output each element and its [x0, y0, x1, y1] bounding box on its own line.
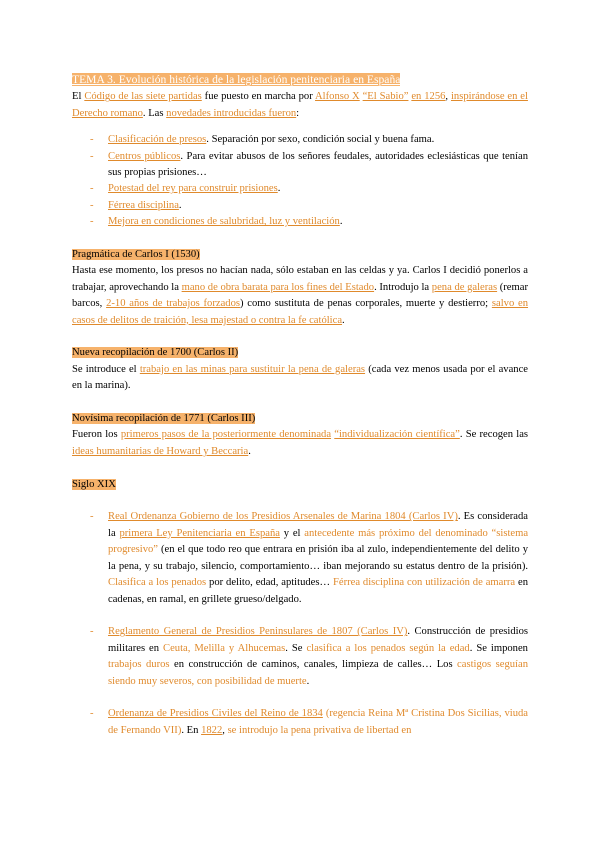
- nueva-heading-line: [72, 345, 528, 361]
- pragmatica-heading: Pragmática de Carlos I (1530): [72, 249, 200, 261]
- document-body: [72, 72, 528, 739]
- siglo-list-2: [72, 624, 528, 690]
- list-item: - Centros públicos. Para evitar abusos de los señores feudales, autoridades eclesiásticas que tenían sus propias prisiones…: [90, 150, 528, 179]
- siglo-list: [72, 509, 528, 607]
- year-link[interactable]: en 1256: [411, 91, 446, 103]
- list-item: - Férrea disciplina.: [90, 199, 182, 211]
- nueva-heading: Nueva recopilación de 1700 (Carlos II): [72, 347, 239, 359]
- siglo-heading: Siglo XIX: [72, 478, 116, 490]
- list-item: - Ordenanza de Presidios Civiles del Reino de 1834 (regencia Reina Mª Cristina Dos Sicilias, viuda de Fernando VII). En 1822, se introdujo la pena privativa de libertad en: [90, 708, 528, 736]
- novedades-list: [72, 132, 528, 230]
- page-title: TEMA 3. Evolución histórica de la legislación penitenciaria en España: [72, 73, 401, 86]
- sabio-link[interactable]: “El Sabio”: [362, 91, 409, 103]
- list-item: - Clasificación de presos. Separación por sexo, condición social y buena fama.: [90, 134, 435, 146]
- list-item: - Potestad del rey para construir prisiones.: [90, 183, 281, 195]
- codigo-link[interactable]: Código de las siete partidas: [84, 91, 202, 103]
- list-item: - Reglamento General de Presidios Peninsulares de 1807 (Carlos IV). Construcción de presidios militares en Ceuta, Melilla y Alhucemas. Se clasifica a los penados según la edad. Se imponen trabajos duros en construcción de caminos, canales, limpieza de calles… Los castigos seguían siendo muy severos, con posibilidad de muerte.: [90, 626, 529, 687]
- list-item: - Real Ordenanza Gobierno de los Presidios Arsenales de Marina 1804 (Carlos IV). Es considerada la primera Ley Penitenciaria en España y el antecedente más próximo del denominado “sistema progresivo” (en el que todo reo que entrara en prisión iba al zulo, independientemente del delito y la pena, y su trabajo, silencio, comportamiento… iban mejorando su estatus dentro de la prisión). Clasifica a los penados por delito, edad, aptitudes… Férrea disciplina con utilización de amarra en cadenas, en ramal, en grillete grueso/delgado.: [90, 511, 529, 605]
- novedades-link[interactable]: novedades introducidas fueron: [166, 107, 297, 119]
- page-title-line: [72, 72, 528, 89]
- novisima-heading: Novísima recopilación de 1771 (Carlos III): [72, 413, 256, 425]
- novisima-heading-line: [72, 411, 528, 427]
- pragmatica-heading-line: [72, 247, 528, 263]
- inspiracion-link[interactable]: inspirándose en el Derecho romano: [72, 91, 528, 119]
- pragmatica-paragraph: Hasta ese momento, los presos no hacían nada, sólo estaban en las celdas y ya. Carlos I decidió ponerlos a trabajar, aprovechando la mano de obra barata para los fines del Estado. Introdujo la pena de galeras (remar barcos, 2-10 años de trabajos forzados) como sustituta de penas corporales, muerte y destierro; salvo en casos de delitos de traición, lesa majestad o contra la fe católica.: [72, 265, 529, 326]
- siglo-list-3: [72, 706, 528, 739]
- intro-paragraph: El Código de las siete partidas fue puesto en marcha por Alfonso X “El Sabio” en 1256, inspirándose en el Derecho romano. Las novedades introducidas fueron:: [72, 91, 528, 119]
- nueva-paragraph: Se introduce el trabajo en las minas para sustituir la pena de galeras (cada vez menos usada por el avance en la marina).: [72, 363, 528, 392]
- alfonso-link[interactable]: Alfonso X: [315, 91, 360, 103]
- novisima-paragraph: Fueron los primeros pasos de la posteriormente denominada “individualización científica”. Se recogen las ideas humanitarias de Howard y Beccaria.: [72, 429, 529, 457]
- list-item: - Mejora en condiciones de salubridad, luz y ventilación.: [90, 216, 343, 228]
- siglo-heading-line: [72, 477, 528, 493]
